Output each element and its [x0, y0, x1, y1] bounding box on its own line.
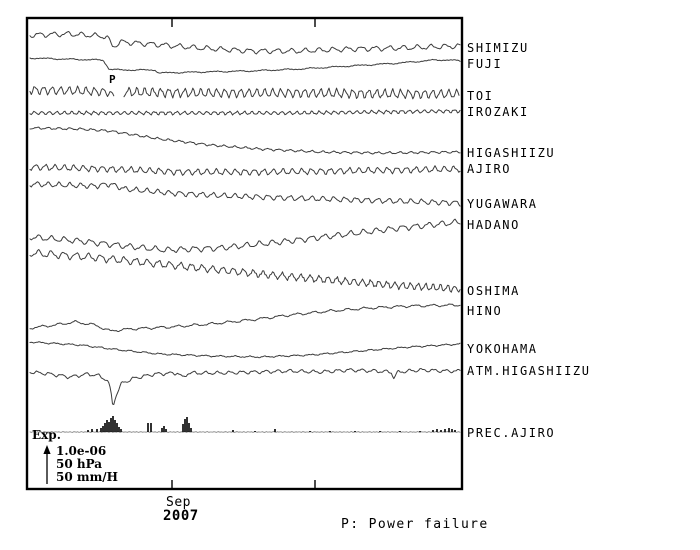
power-failure-note: P: Power failure — [341, 517, 489, 532]
station-label-oshima: OSHIMA — [467, 284, 520, 298]
station-label-prec-ajiro: PREC.AJIRO — [467, 426, 556, 440]
station-label-ajiro: AJIRO — [467, 162, 512, 176]
scale-pressure: 50 hPa — [56, 457, 103, 471]
station-label-yokohama: YOKOHAMA — [467, 342, 538, 356]
station-label-shimizu: SHIMIZU — [467, 41, 529, 55]
station-label-irozaki: IROZAKI — [467, 105, 529, 119]
axis-month-label: Sep — [166, 495, 191, 510]
station-label-toi: TOI — [467, 89, 494, 103]
scale-rainfall: 50 mm/H — [56, 470, 118, 484]
station-label-fuji: FUJI — [467, 57, 503, 71]
axis-year-label: 2007 — [163, 508, 199, 524]
station-label-higashiizu: HIGASHIIZU — [467, 146, 556, 160]
scale-legend-values — [56, 445, 118, 484]
scale-strain: 1.0e-06 — [56, 444, 107, 458]
station-label-atm-higashiizu: ATM.HIGASHIIZU — [467, 364, 591, 378]
scale-arrow-icon — [40, 444, 54, 486]
scale-legend-title: Exp. — [32, 428, 61, 442]
station-label-yugawara: YUGAWARA — [467, 197, 538, 211]
station-label-hino: HINO — [467, 304, 503, 318]
station-label-hadano: HADANO — [467, 218, 520, 232]
power-failure-marker: P — [109, 73, 116, 86]
